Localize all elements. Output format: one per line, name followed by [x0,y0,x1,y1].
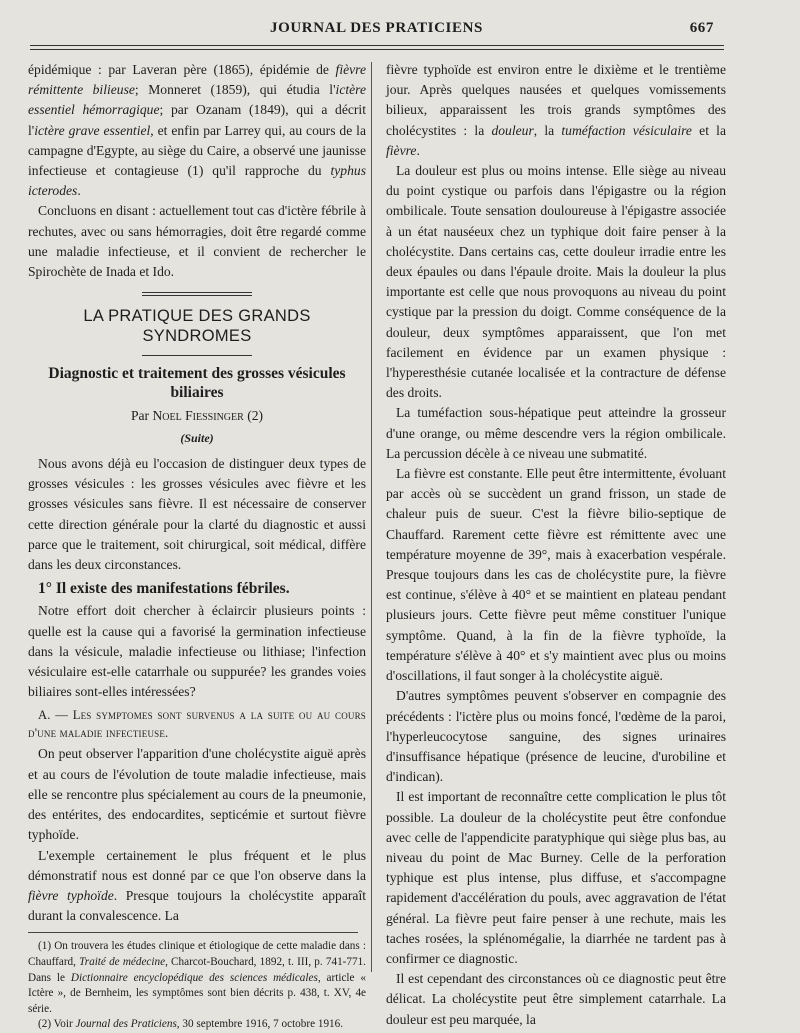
article-suite: (Suite) [180,430,214,445]
right-paragraph-douleur: La douleur est plus ou moins intense. Elle siège au niveau du point cystique ou parfois dans l'épigastre ou la région ombilicale. Toute sensation douloureuse à l'épigastre associée à un état nauséeux chez un typhique doit faire penser à la cholécystite. Dans certains cas, cette douleur irradie entre les deux épaules ou dans l'épaule droite. Mais la douleur la plus importante est celle que nous provoquons au niveau du point cystique par la pression du doigt. Comme conséquence de la douleur, deux symptômes apparaissent, que l'on met facilement en évidence par un examen physique : l'hyperesthésie cutanée localisée et la contracture de défense des droits. [386,163,726,401]
footnote-2: (2) Voir Journal des Praticiens, 30 septembre 1916, 7 octobre 1916. [38,1018,344,1031]
footnote-rule [28,932,358,933]
article-title: Diagnostic et traitement des grosses vésicules biliaires [48,364,346,401]
right-paragraph-autres-symptomes: D'autres symptômes peuvent s'observer en compagnie des précédents : l'ictère plus ou moins foncé, l'œdème de la paroi, l'hyperleucocytose sanguine, des signes urinaires d'insuffisance hépatique (présence de leucine, d'urobiline et d'indican). [386,688,726,785]
subsection-a-heading: A. — Les symptomes sont survenus a la suite ou au cours d'une maladie infectieuse. [28,708,366,741]
intro-paragraph-1: épidémique : par Laveran père (1865), épidémie de fièvre rémittente bilieuse; Monneret (1859), qui étudia l'ictère essentiel hémorragique; par Ozanam (1849), qui a décrit l'ictère grave essentiel, et enfin par Larrey qui, au cours de la campagne d'Egypte, au siège du Caire, a observé une jaunisse infectieuse et contagieuse (1) qu'il rapproche du typhus icterodes. [28,62,366,199]
column-divider [371,62,372,972]
paragraph-intro: Nous avons déjà eu l'occasion de distinguer deux types de grosses vésicules : les grosses vésicules avec fièvre et les grosses vésicules sans fièvre. Il est nécessaire de conserver cette direction générale pour la clarté du diagnostic et aussi parce que le traitement, soit chirurgical, soit médical, diffère dans les deux circonstances. [28,456,366,573]
running-header [30,18,722,40]
journal-title: JOURNAL DES PRATICIENS [270,20,483,36]
footnote-1: (1) On trouvera les études clinique et étiologique de cette maladie dans : Chauffard, Traité de médecine, Charcot-Bouchard, 1892, t. III, p. 741-771. Dans le Dictionnaire encyclopédique des sciences médicales, article « Ictère », de Bernheim, les symptômes sont bien décrits p. 438, t. XV, 4e série. [28,940,366,1015]
header-rule-thin [30,49,724,50]
article-author: Par Noel Fiessinger (2) [130,407,264,423]
right-paragraph-fievre: La fièvre est constante. Elle peut être intermittente, évoluant par accès où se succèdent un grand frisson, un stade de chaleur puis de sueur. C'est la fièvre bilio-septique de Chauffard. Rarement cette fièvre est rémittente avec une température moyenne de 39°, mais à exacerbation vespérale. Presque toujours dans les cas de cholécystite pure, la fièvre est continue, s'élève à 40° et se maintient en plateau pendant plusieurs jours. Cette fièvre peut même constituer l'unique symptôme. Quand, à la fin de la fièvre typhoïde, la température s'élève à 40° et s'y maintient avec plus ou moins d'oscillations, il faut songer à la cholécystite aiguë. [386,466,726,684]
header-rule [30,45,724,46]
subheading-febrile: 1° Il existe des manifestations fébriles. [38,580,290,598]
section-title: LA PRATIQUE DES GRANDS SYNDROMES [83,307,311,346]
right-column [386,60,726,1030]
paragraph-on-peut: On peut observer l'apparition d'une cholécystite aiguë après et au cours de l'évolution de toute maladie infectieuse, mais elle se rencontre plus spécialement au cours de la pneumonie, des entérites, des endocardites, septicémie et surtout fièvre typhoïde. [28,746,366,843]
left-column [28,60,366,1033]
right-paragraph-tumefaction: La tuméfaction sous-hépatique peut atteindre la grosseur d'une orange, ou même descendre vers la région ombilicale. La percussion décèle à ce niveau une submatité. [386,405,726,461]
intro-paragraph-2: Concluons en disant : actuellement tout cas d'ictère fébrile à rechutes, avec ou sans hémorragies, doit être regardé comme une maladie infectieuse, et il convient de rechercher le Spirochète de Inada et Ido. [28,203,366,280]
page-number: 667 [689,20,714,36]
paragraph-exemple: L'exemple certainement le plus fréquent et le plus démonstratif nous est donné par ce que l'on observe dans la fièvre typhoïde. Presque toujours la cholécystite apparaît durant la convalescence. La [28,847,366,924]
right-paragraph-circonstances: Il est cependant des circonstances où ce diagnostic peut être délicat. La cholécystite peut être simplement catarrhale. La douleur est peu marquée, la [386,971,726,1027]
right-paragraph-1: fièvre typhoïde est environ entre le dixième et le trentième jour. Après quelques nausées et quelques vomissements bilieux, apparaissent les trois grands symptômes des cholécystites : la douleur, la tuméfaction vésiculaire et la fièvre. [386,62,726,158]
right-paragraph-complication: Il est important de reconnaître cette complication le plus tôt possible. La douleur de la cholécystite peut être confondue avec celle de l'appendicite paratyphique qui siège plus bas, au niveau du point de Mac Burney. Celle de la perforation typhique est plus intense, plus diffuse, et s'accompagne rapidement d'accélération du pouls, avec aggravation de l'état général. La fièvre peut faire penser à une rechute, mais les taches rosées, la splénomégalie, la diarrhée ne tardent pas à confirmer ce diagnostic. [386,789,726,966]
title-separator [142,355,252,356]
paragraph-effort: Notre effort doit chercher à éclaircir plusieurs points : quelle est la cause qui a favorisé la germination infectieuse dans la vésicule, maladie infectieuse ou lithiase; l'infection vésiculaire est-elle catarrhale ou suppurée? les grandes voies biliaires sont-elles intéressées? [28,603,366,700]
section-separator [142,292,252,296]
